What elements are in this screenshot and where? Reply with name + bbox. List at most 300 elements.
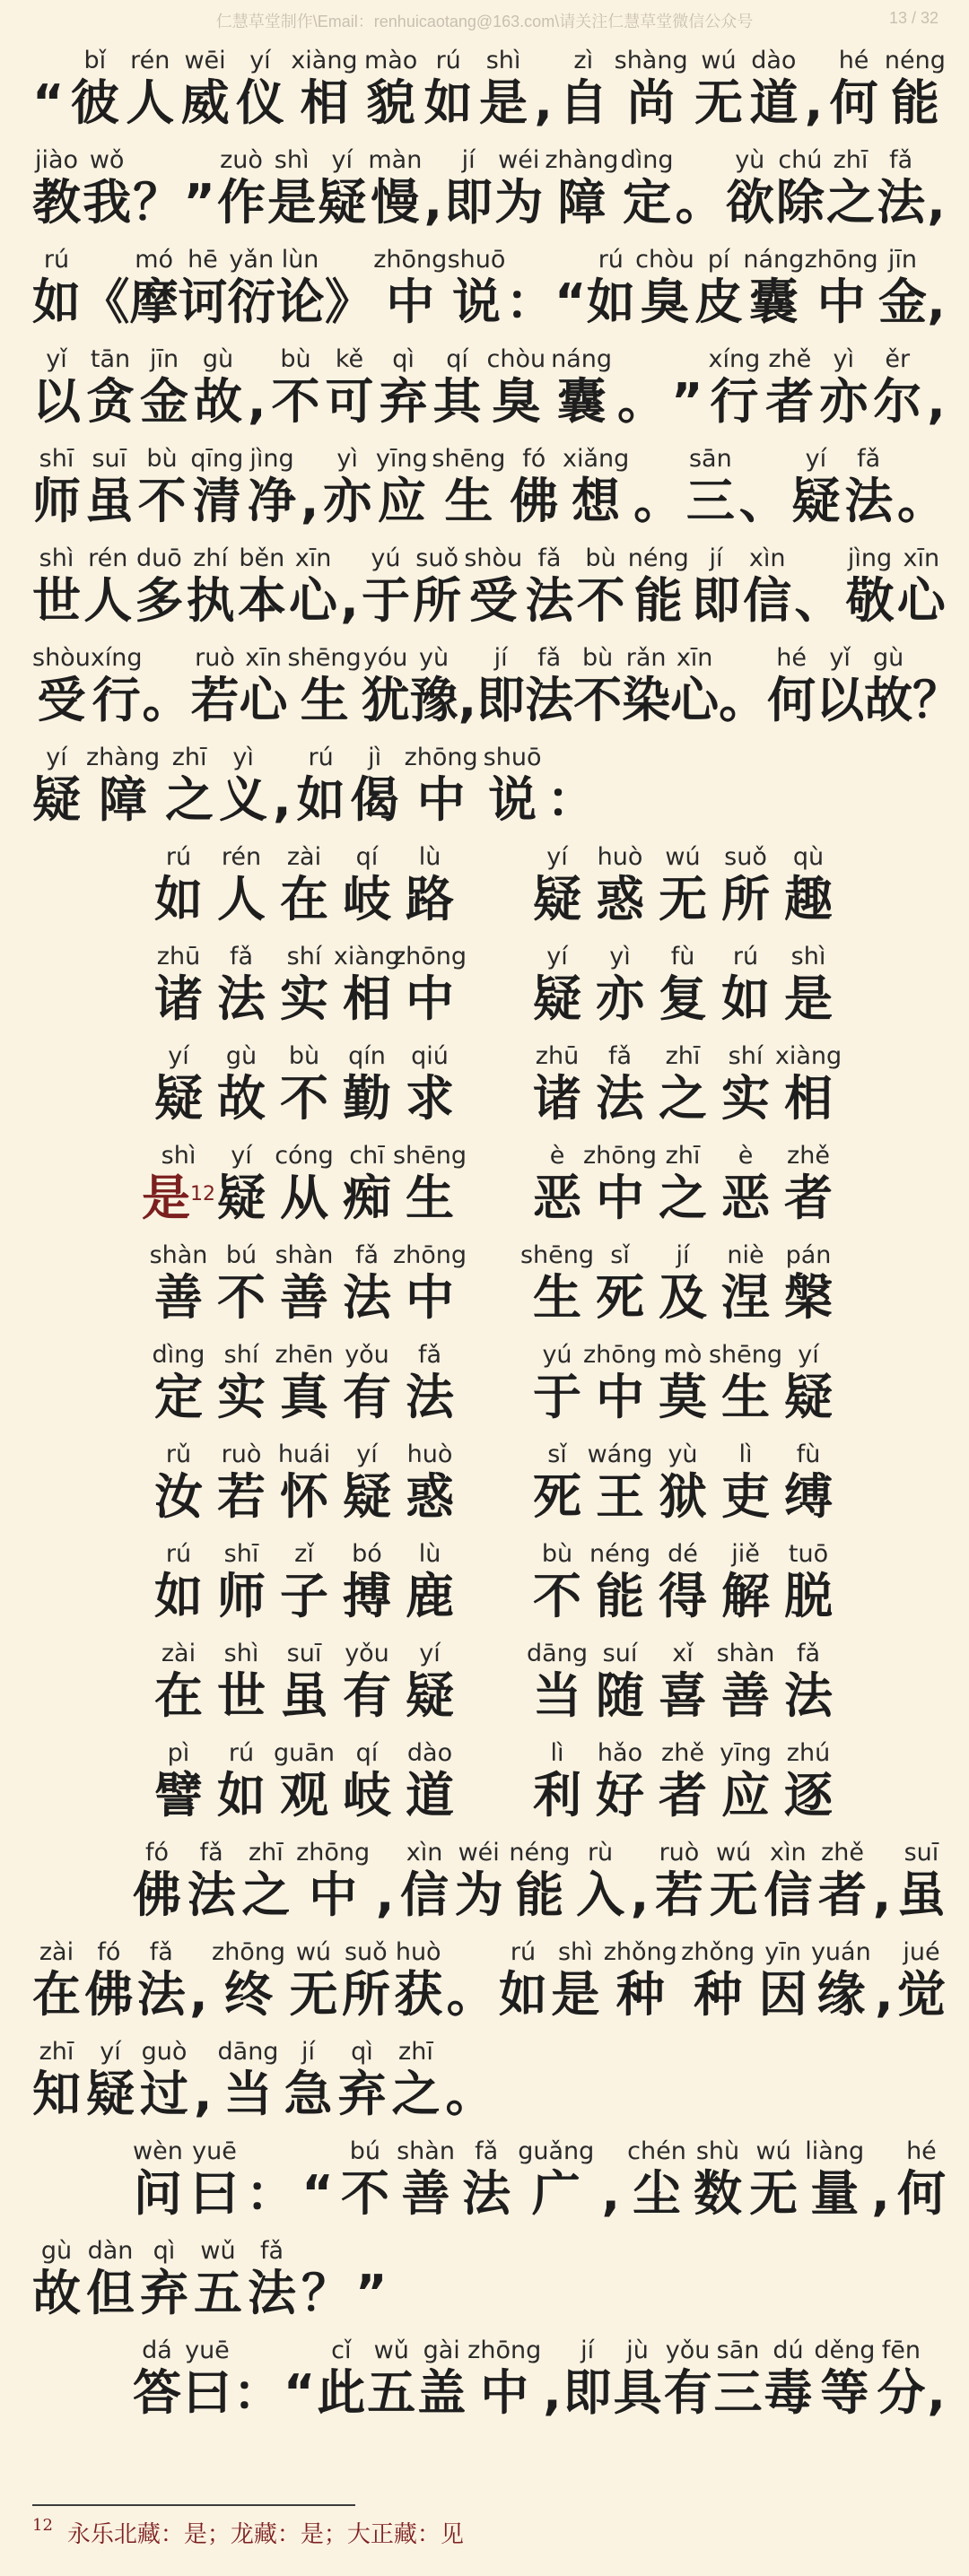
hanzi: 衍 (227, 274, 276, 330)
hanzi: 是 (267, 174, 317, 231)
ruby-unit (86, 2039, 135, 2123)
pinyin: xíng (90, 644, 143, 672)
verse-half (147, 1640, 526, 1725)
pinyin: shàn (716, 1640, 775, 1667)
hanzi: 弃 (140, 2265, 188, 2321)
ruby-unit (392, 1241, 467, 1327)
hanzi: 所 (413, 572, 462, 629)
pinyin (695, 147, 703, 174)
pinyin: xīn (294, 544, 332, 572)
ruby-unit (81, 247, 129, 331)
pinyin: è (549, 1142, 565, 1170)
hanzi: 世 (217, 1667, 266, 1724)
ruby-unit (816, 645, 864, 729)
hanzi: 贪 (86, 373, 135, 430)
hanzi: 量 (810, 2165, 860, 2222)
ruby-unit (694, 247, 743, 331)
hanzi: 入 (576, 1867, 625, 1923)
pinyin: cóng (275, 1142, 334, 1170)
ruby-unit (138, 446, 187, 530)
pinyin: shī (39, 445, 74, 473)
hanzi: 能 (890, 74, 939, 131)
pinyin: cǐ (331, 2337, 352, 2364)
pinyin: guān (274, 1739, 335, 1767)
ruby-unit (794, 545, 842, 630)
ruby-unit (273, 1242, 336, 1327)
ruby-unit (791, 446, 840, 530)
pinyin: è (738, 1142, 754, 1170)
pinyin: xīn (245, 644, 282, 672)
ruby-unit (71, 48, 119, 132)
ruby-unit (219, 744, 267, 829)
hanzi: 盖 (417, 2364, 467, 2421)
pinyin: hǎo (597, 1739, 643, 1767)
hanzi: 若 (654, 1867, 703, 1923)
ruby-unit (589, 1740, 651, 1824)
ruby-unit (273, 1640, 336, 1725)
ruby-unit (210, 1640, 273, 1725)
ruby-unit (413, 545, 461, 630)
hanzi: 于 (533, 1369, 581, 1425)
pinyin: chòu (486, 345, 546, 373)
ruby-unit (525, 645, 573, 729)
pinyin: guò (141, 2038, 188, 2066)
ruby-unit (398, 1640, 461, 1725)
ruby-unit (248, 446, 296, 530)
pinyin: fù (796, 1440, 821, 1468)
ruby-unit (764, 2337, 812, 2422)
hanzi: 金 (877, 274, 927, 330)
ruby-unit (289, 545, 337, 630)
hanzi: 善 (721, 1667, 770, 1724)
pinyin: dāng (527, 1640, 588, 1667)
pinyin: suī (286, 1640, 322, 1667)
pinyin: dìng (620, 146, 674, 174)
punctuation: ” (183, 174, 215, 231)
hanzi: 中 (386, 274, 435, 330)
punctuation: , (601, 2165, 620, 2222)
hanzi: 彼 (70, 74, 119, 131)
ruby-unit (210, 844, 273, 928)
punctuation: , (189, 1966, 208, 2023)
pinyin (877, 2138, 885, 2165)
pinyin: zhú (786, 1739, 831, 1767)
ruby-unit (589, 1541, 651, 1625)
hanzi: 之 (659, 1170, 707, 1226)
hanzi: 障 (557, 174, 607, 231)
ruby-unit (326, 346, 374, 431)
hanzi: 之 (241, 1867, 291, 1923)
ruby-unit (714, 1043, 777, 1127)
hanzi: 所 (721, 871, 770, 927)
hanzi: 中 (406, 970, 454, 1027)
pinyin: shī (223, 1540, 259, 1568)
punctuation: 。 (633, 473, 683, 529)
ruby-unit (86, 744, 160, 829)
pinyin: guǎng (518, 2137, 595, 2165)
ruby-unit (32, 545, 81, 630)
hanzi: 如 (154, 1568, 203, 1624)
pinyin: rù (587, 1839, 614, 1867)
pinyin: shàn (149, 1241, 208, 1269)
ruby-unit (147, 1740, 210, 1824)
pinyin: qiú (411, 1042, 449, 1070)
pinyin: xiàng (774, 1042, 842, 1070)
punctuation: “ (32, 74, 65, 131)
ruby-unit (398, 1541, 461, 1625)
ruby-unit (273, 1043, 336, 1127)
hanzi: 恶 (533, 1170, 581, 1226)
pinyin: tuō (788, 1540, 829, 1568)
ruby-unit (927, 2337, 946, 2422)
pinyin: yù (668, 1440, 698, 1468)
pinyin: yí (356, 1440, 378, 1468)
hanzi: 威 (180, 74, 230, 131)
hanzi: 岐 (343, 1767, 391, 1823)
pinyin: shàng (614, 47, 688, 74)
hanzi: 义 (219, 771, 268, 828)
ruby-unit (622, 645, 670, 729)
ruby-unit (133, 2337, 181, 2422)
hanzi: 在 (280, 871, 328, 927)
ruby-unit (32, 346, 81, 431)
ruby-unit (135, 545, 183, 630)
hanzi: 疑 (533, 871, 581, 927)
pinyin: shì (557, 1938, 593, 1966)
punctuation: 。 (446, 1966, 495, 2023)
ruby-unit (805, 2138, 864, 2223)
hanzi: 我 (83, 174, 132, 231)
punctuation: , (534, 74, 553, 131)
hanzi: 亦 (323, 473, 372, 529)
pinyin: néng (509, 1839, 571, 1867)
pinyin: lù (418, 843, 441, 871)
hanzi: 佛 (510, 473, 559, 529)
pinyin: wéi (498, 146, 540, 174)
hanzi: 无 (709, 1867, 758, 1923)
pinyin: qí (355, 1739, 379, 1767)
ruby-unit (546, 744, 595, 829)
ruby-unit (830, 48, 878, 132)
pinyin (306, 446, 314, 473)
ruby-unit (284, 2039, 332, 2123)
hanzi: 人 (217, 871, 266, 927)
ruby-unit (447, 1939, 495, 2023)
hanzi: 即 (476, 672, 526, 728)
pinyin: yǒu (665, 2337, 711, 2364)
pinyin: hé (838, 47, 869, 74)
hanzi: 世 (32, 572, 81, 629)
hanzi: 善 (280, 1269, 328, 1326)
ruby-unit (664, 2337, 712, 2422)
punctuation: ： (546, 771, 596, 828)
hanzi: 恶 (721, 1170, 770, 1226)
hanzi: 种 (694, 1966, 743, 2023)
pinyin: yǒu (345, 1341, 389, 1369)
hanzi: 广 (531, 2165, 581, 2222)
hanzi: 当 (223, 2066, 273, 2122)
hanzi: 但 (86, 2265, 135, 2321)
pinyin: bù (581, 644, 614, 672)
pinyin: zhǒng (603, 1938, 677, 1966)
pinyin (739, 645, 747, 672)
pinyin (932, 346, 940, 373)
ruby-unit (875, 1939, 894, 2023)
pinyin: chú (778, 146, 823, 174)
hanzi: 虽 (84, 473, 134, 529)
pinyin: fù (670, 943, 695, 970)
text-line (0, 132, 969, 231)
ruby-unit (190, 446, 243, 530)
pinyin (153, 147, 162, 174)
ruby-unit (484, 744, 542, 829)
pinyin: tān (90, 345, 131, 373)
pinyin: yǒu (345, 1640, 389, 1667)
hanzi: 生 (533, 1269, 581, 1326)
ruby-unit (367, 2337, 415, 2422)
hanzi: 执 (186, 572, 235, 629)
pinyin (314, 2138, 322, 2165)
punctuation: ” (671, 373, 703, 430)
hanzi: 法 (784, 1667, 833, 1724)
ruby-unit (336, 1640, 398, 1725)
verse-line (0, 1725, 969, 1824)
hanzi: 中 (596, 1170, 644, 1226)
pinyin: yóu (362, 644, 408, 672)
hanzi: 佛 (84, 1966, 134, 2023)
pinyin: zhàng (86, 744, 161, 771)
footnote-ref: 12 (190, 1183, 215, 1205)
ruby-unit (210, 1541, 273, 1625)
pinyin: shēng (432, 445, 506, 473)
pinyin: yí (168, 1042, 189, 1070)
hanzi: 生 (444, 473, 493, 529)
ruby-unit (651, 1043, 714, 1127)
pinyin: běn (239, 544, 285, 572)
ruby-unit (818, 1840, 867, 1924)
pinyin (466, 2039, 474, 2066)
ruby-unit (714, 2337, 763, 2422)
hanzi: 若 (190, 672, 240, 728)
pinyin: rǔ (165, 1440, 192, 1468)
punctuation: , (300, 473, 319, 529)
ruby-unit (83, 147, 131, 231)
ruby-unit (582, 1341, 658, 1426)
hanzi: 无 (749, 2165, 799, 2222)
pinyin: shù (695, 2137, 740, 2165)
hanzi: 犹 (361, 672, 410, 728)
pinyin: zǐ (294, 1540, 314, 1568)
hanzi: 分 (877, 2364, 926, 2421)
ruby-unit (194, 2238, 242, 2322)
hanzi: 清 (192, 473, 241, 529)
pinyin: zhēn (275, 1341, 334, 1369)
punctuation: “ (554, 274, 587, 330)
hanzi: 相 (300, 74, 349, 131)
hanzi: 受 (468, 572, 518, 629)
ruby-unit (32, 2039, 81, 2123)
pinyin: qì (153, 2237, 176, 2265)
ruby-unit (273, 844, 336, 928)
pinyin: fǎ (475, 2137, 499, 2165)
ruby-unit (499, 1939, 547, 2023)
pinyin: rǎn (625, 644, 667, 672)
ruby-unit (576, 1840, 624, 1924)
hanzi: 死 (533, 1468, 581, 1525)
hanzi: 觉 (896, 1966, 946, 2023)
verse-half (526, 1043, 849, 1127)
ruby-unit (467, 2337, 541, 2422)
ruby-unit (336, 1043, 398, 1127)
hanzi: 真 (280, 1369, 328, 1425)
ruby-unit (589, 944, 651, 1028)
ruby-unit (777, 1441, 840, 1526)
verse-line (0, 1127, 969, 1227)
pinyin: fó (97, 1938, 121, 1966)
pinyin: ruò (195, 644, 235, 672)
text-body (0, 32, 969, 2422)
ruby-unit (336, 844, 398, 928)
hanzi: 不 (533, 1568, 581, 1624)
pinyin: jìng (249, 445, 294, 473)
pinyin: zhōng (804, 246, 878, 274)
pinyin: yí (231, 1142, 252, 1170)
ruby-unit (551, 346, 612, 431)
hanzi: 作 (217, 174, 266, 231)
hanzi: 弃 (379, 373, 428, 430)
ruby-unit (410, 645, 458, 729)
hanzi: 五 (367, 2364, 416, 2421)
hanzi: 路 (406, 871, 454, 927)
verse-half (147, 1441, 526, 1526)
hanzi: 喜 (659, 1667, 707, 1724)
ruby-unit (526, 1541, 589, 1625)
hanzi: 障 (99, 771, 148, 828)
pinyin (44, 48, 52, 74)
ruby-unit (336, 1143, 398, 1227)
pinyin: fǎ (199, 1839, 223, 1867)
pinyin: rú (165, 843, 192, 871)
ruby-unit (398, 844, 461, 928)
hanzi: 如 (154, 871, 203, 927)
pinyin (253, 346, 261, 373)
pinyin (566, 247, 574, 274)
pinyin: xìn (748, 544, 786, 572)
ruby-unit (545, 147, 618, 231)
pinyin (464, 645, 472, 672)
pinyin: rú (510, 1938, 537, 1966)
pinyin: jù (626, 2337, 649, 2364)
hanzi: 之 (825, 174, 875, 231)
ruby-unit (391, 2039, 440, 2123)
verse-half (147, 944, 526, 1028)
verse-half (142, 1142, 526, 1227)
ruby-unit (273, 944, 336, 1028)
hanzi: 在 (32, 1966, 81, 2023)
verse-half (147, 1342, 526, 1426)
pinyin: náng (743, 246, 805, 274)
pinyin: wéi (458, 1839, 500, 1867)
ruby-unit (392, 1142, 467, 1227)
pinyin: wú (701, 47, 737, 74)
text-line (0, 1924, 969, 2023)
ruby-unit (563, 446, 629, 530)
ruby-unit (301, 2238, 350, 2322)
hanzi: 仪 (235, 74, 284, 131)
ruby-unit (526, 1640, 589, 1725)
hanzi: 想 (572, 473, 621, 529)
hanzi: 定 (154, 1369, 203, 1425)
ruby-unit (651, 844, 714, 928)
ruby-unit (394, 1939, 442, 2023)
punctuation: 。 (896, 473, 946, 529)
pinyin (429, 147, 437, 174)
hanzi: 数 (693, 2165, 742, 2222)
ruby-unit (551, 1939, 599, 2023)
ruby-unit (709, 346, 761, 431)
ruby-unit (464, 545, 522, 630)
ruby-unit (126, 48, 174, 132)
hanzi: 善 (401, 2165, 450, 2222)
ruby-unit (739, 446, 788, 530)
pinyin: yǐ (829, 644, 851, 672)
pinyin: xīn (903, 544, 940, 572)
pinyin: qīng (190, 445, 244, 473)
ruby-unit (318, 147, 366, 231)
ruby-unit (651, 1740, 714, 1824)
ruby-unit (179, 247, 227, 331)
ruby-unit (526, 944, 589, 1028)
hanzi: 勤 (343, 1070, 391, 1127)
pinyin: bǐ (83, 47, 107, 74)
hanzi: 若 (217, 1468, 266, 1525)
hanzi: 受 (37, 672, 86, 728)
pinyin: zhōng (392, 1241, 467, 1269)
ruby-unit (273, 1342, 336, 1426)
ruby-unit (885, 48, 946, 132)
verse-half (526, 844, 849, 928)
ruby-unit (897, 1939, 946, 2023)
hanzi: 囊 (749, 274, 799, 330)
pinyin: yí (100, 2038, 121, 2066)
pinyin: yí (805, 445, 827, 473)
ruby-unit (714, 1740, 777, 1824)
pinyin: jí (461, 146, 476, 174)
verse-half (526, 1441, 849, 1526)
ruby-unit (777, 1541, 840, 1625)
pinyin (880, 1939, 888, 1966)
hanzi: 利 (533, 1767, 581, 1823)
pinyin: shí (728, 1042, 764, 1070)
ruby-unit (273, 744, 292, 829)
pinyin: qí (355, 843, 379, 871)
ruby-unit (336, 1740, 398, 1824)
ruby-unit (142, 1142, 215, 1227)
hanzi: 无 (694, 74, 743, 131)
hanzi: 师 (217, 1568, 266, 1624)
pinyin: zài (286, 843, 322, 871)
pinyin (654, 446, 662, 473)
hanzi: 疑 (533, 970, 581, 1027)
verse-line (0, 1327, 969, 1426)
ruby-unit (759, 1939, 808, 2023)
ruby-unit (506, 247, 554, 331)
pinyin: dú (773, 2337, 804, 2364)
pinyin: děng (814, 2337, 876, 2364)
hanzi: 人 (83, 572, 133, 629)
pinyin: qín (348, 1042, 386, 1070)
hanzi: 获 (394, 1966, 443, 2023)
